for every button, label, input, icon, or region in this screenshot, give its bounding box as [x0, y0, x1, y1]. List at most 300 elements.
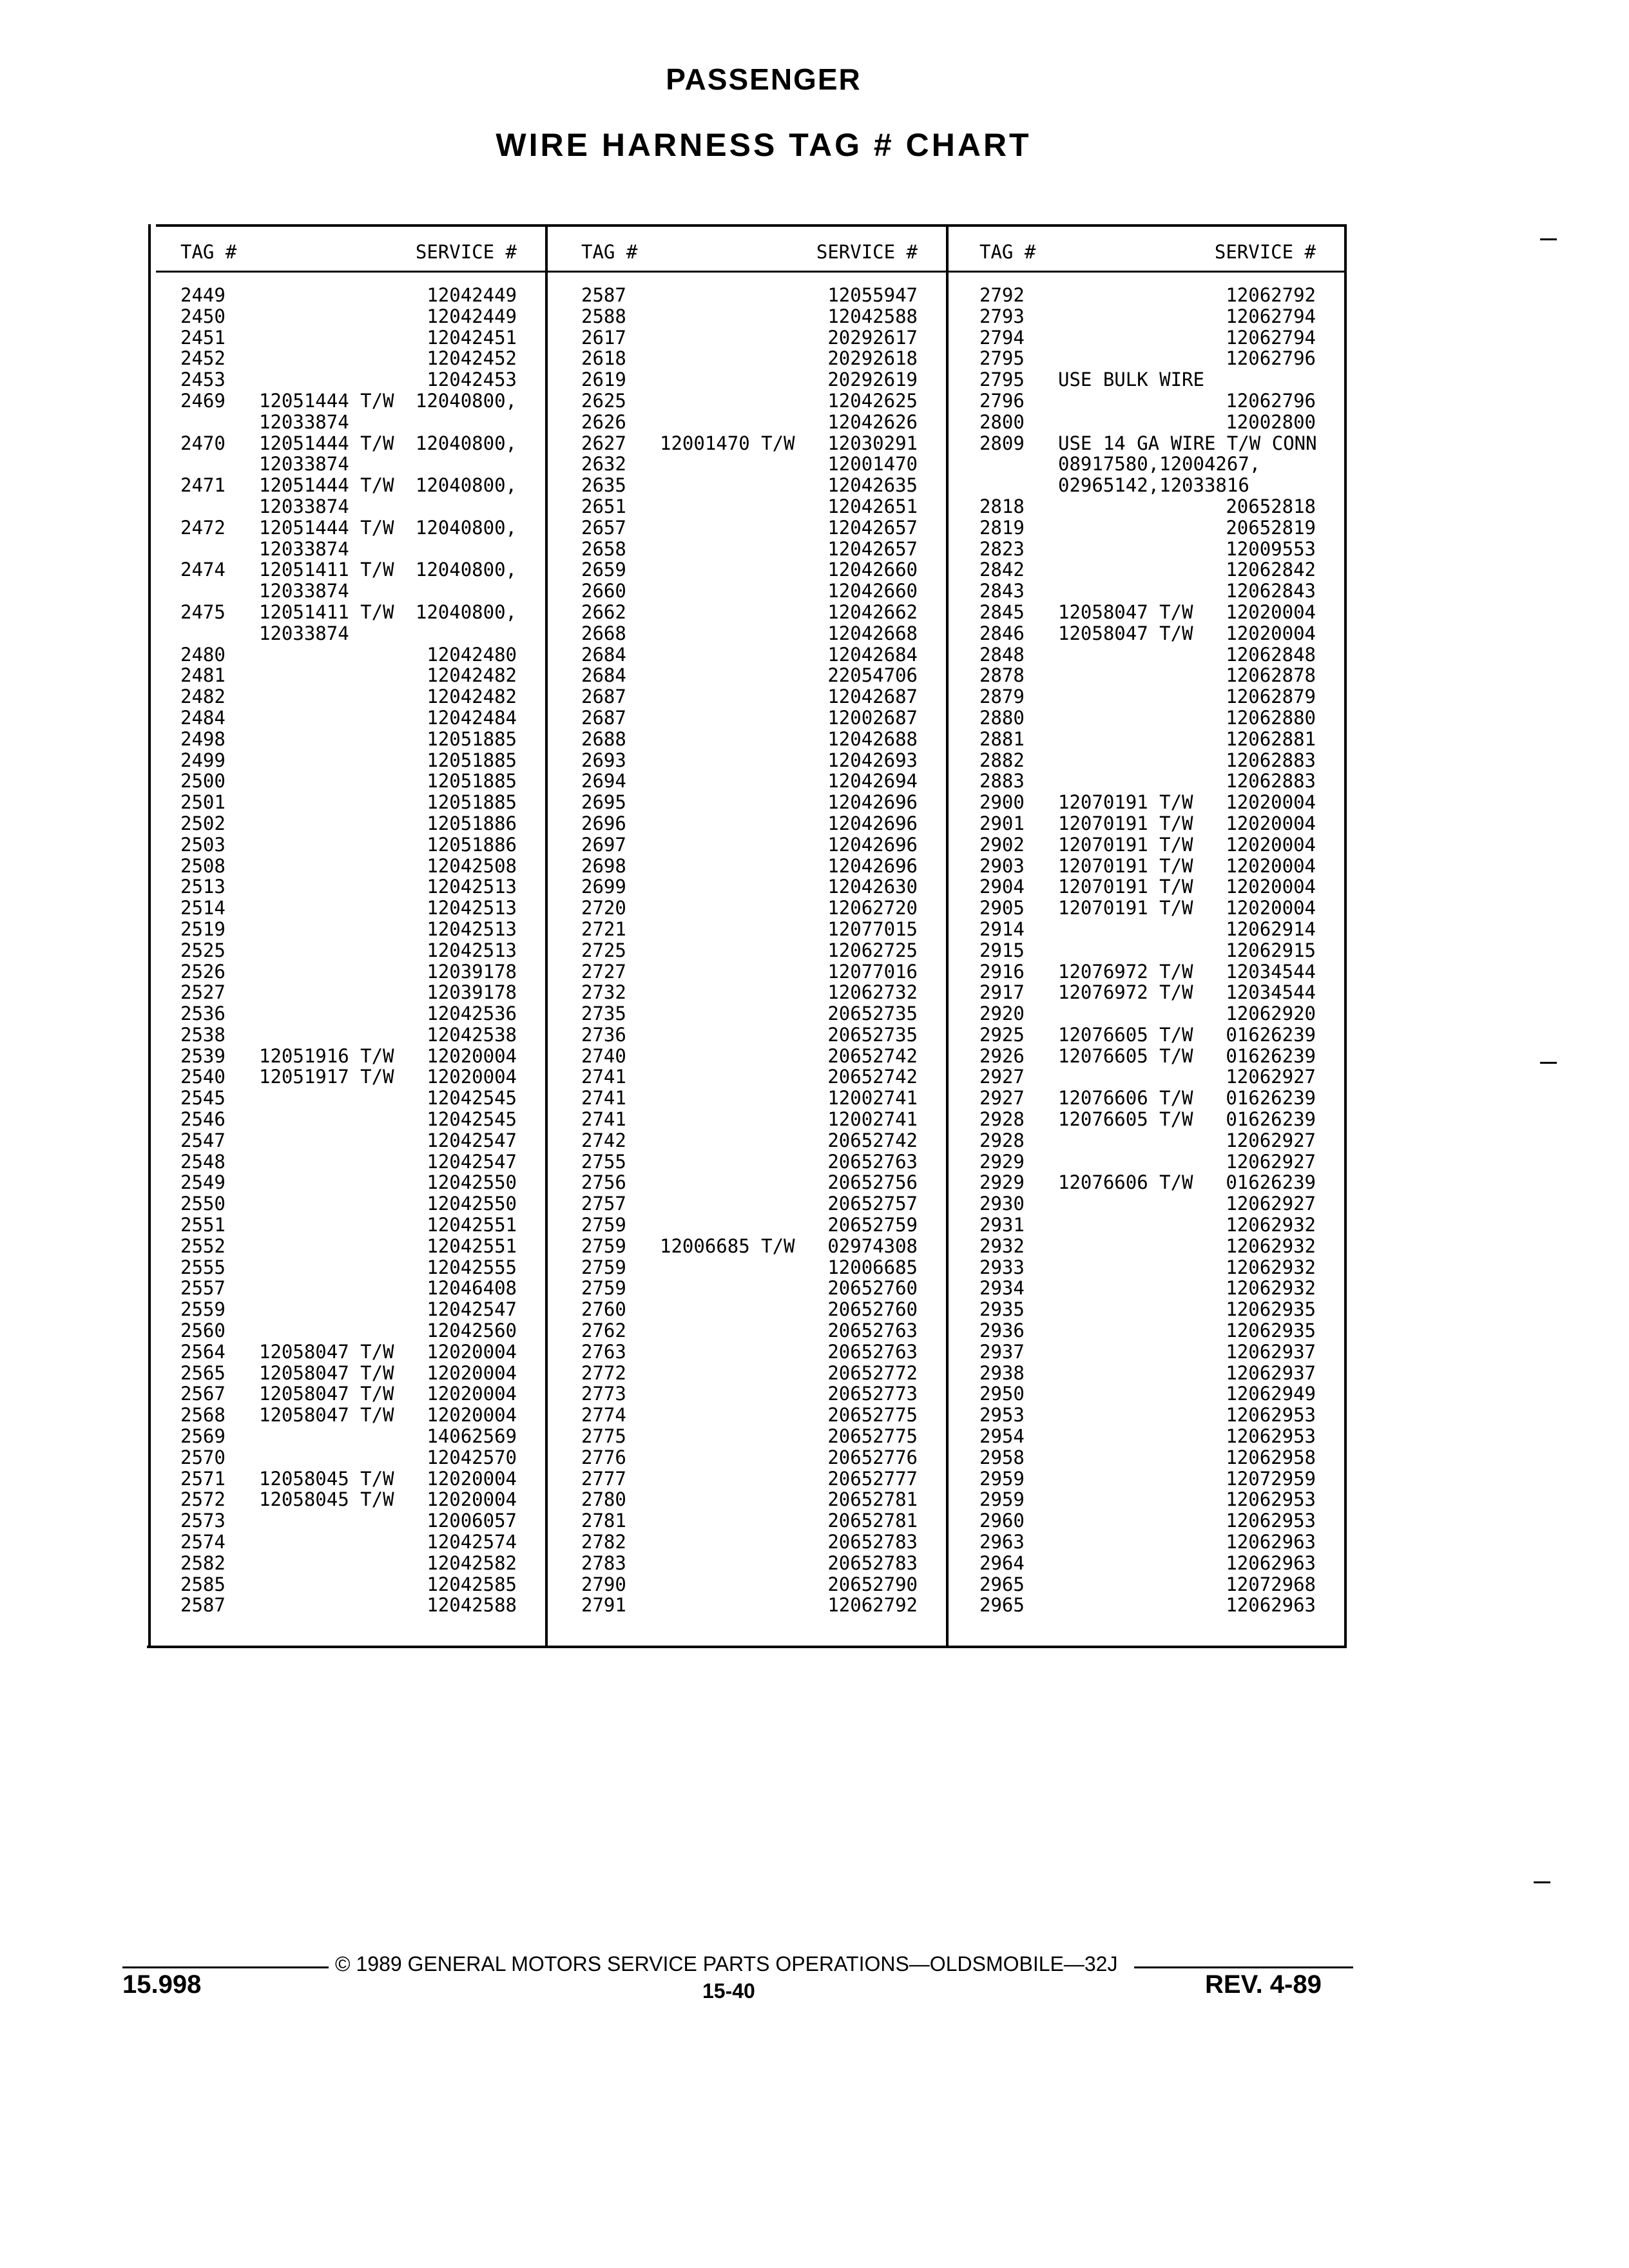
- tag-number: 2569: [180, 1425, 226, 1448]
- table-row: [955, 1130, 1342, 1151]
- table-row: [955, 1426, 1342, 1447]
- tag-number: 2954: [979, 1425, 1025, 1448]
- service-number: 12042513: [427, 939, 517, 961]
- service-number: 12042688: [827, 727, 918, 750]
- service-number: 12062953: [1226, 1425, 1316, 1448]
- table-divider-2: [946, 224, 949, 1648]
- table-row: [557, 1405, 943, 1426]
- tw-part-number: 12051917 T/W: [259, 1066, 394, 1088]
- service-number: 12042545: [427, 1108, 517, 1131]
- tag-number: 2567: [180, 1383, 226, 1405]
- service-number: 12062915: [1226, 939, 1316, 961]
- tag-number: 2809: [979, 432, 1025, 454]
- table-row: [557, 1383, 943, 1405]
- tag-number: 2790: [581, 1573, 626, 1595]
- table-row: [955, 369, 1342, 390]
- service-number: 12062935: [1226, 1298, 1316, 1321]
- service-number: 12034544: [1226, 960, 1316, 983]
- service-number: 20652735: [827, 1023, 918, 1046]
- service-number: 12034544: [1226, 981, 1316, 1004]
- tag-number: 2688: [581, 727, 626, 750]
- service-number: 12062953: [1226, 1488, 1316, 1511]
- tag-number: 2782: [581, 1531, 626, 1553]
- table-row: [955, 1468, 1342, 1490]
- tag-number: 2780: [581, 1488, 626, 1511]
- table-row: [156, 602, 543, 623]
- table-row: [955, 919, 1342, 940]
- tag-number: 2901: [979, 812, 1025, 834]
- table-row: [557, 1130, 943, 1151]
- service-header: SERVICE #: [415, 241, 517, 263]
- table-row: [955, 707, 1342, 729]
- service-number: 12020004: [1226, 833, 1316, 856]
- table-row: [955, 834, 1342, 856]
- table-row: [156, 1130, 543, 1151]
- service-number: 12062794: [1226, 305, 1316, 327]
- tag-number: 2527: [180, 981, 226, 1004]
- table-row: [557, 1172, 943, 1193]
- service-number: 12062878: [1226, 664, 1316, 687]
- tag-number: 2959: [979, 1488, 1025, 1511]
- tag-number: 2526: [180, 960, 226, 983]
- service-number: 12062732: [827, 981, 918, 1004]
- service-number: 12062883: [1226, 770, 1316, 793]
- tag-number: 2742: [581, 1129, 626, 1151]
- table-row: [156, 1299, 543, 1320]
- service-header: SERVICE #: [816, 241, 918, 263]
- service-number: 12042449: [427, 284, 517, 306]
- service-number: 12001470: [827, 453, 918, 476]
- table-row: [156, 1447, 543, 1468]
- table-row: [955, 390, 1342, 412]
- service-number: 12009553: [1226, 537, 1316, 560]
- service-number: 12042482: [427, 664, 517, 687]
- table-row: [557, 1109, 943, 1130]
- table-row: [955, 1088, 1342, 1109]
- tag-number: 2774: [581, 1404, 626, 1427]
- table-row: [955, 475, 1342, 496]
- tag-number: 2449: [180, 284, 226, 306]
- table-row: [557, 834, 943, 856]
- column-rows: [156, 285, 543, 1616]
- table-row: [955, 1595, 1342, 1616]
- service-number: 12040800,: [415, 432, 517, 454]
- table-row: [557, 644, 943, 666]
- table-row: [955, 876, 1342, 898]
- service-number: 01626239: [1226, 1108, 1316, 1131]
- tag-number: 2503: [180, 833, 226, 856]
- service-number: 12042662: [827, 601, 918, 623]
- tag-number: 2585: [180, 1573, 226, 1595]
- table-row: [955, 1532, 1342, 1553]
- table-row: [156, 771, 543, 792]
- table-row: [156, 1024, 543, 1046]
- service-number: 12062953: [1226, 1510, 1316, 1532]
- tag-number: 2914: [979, 918, 1025, 940]
- tag-number: 2881: [979, 727, 1025, 750]
- service-number: 12020004: [1226, 854, 1316, 877]
- tag-number: 2548: [180, 1150, 226, 1173]
- tag-number: 2902: [979, 833, 1025, 856]
- tag-number: 2560: [180, 1320, 226, 1342]
- tag-number: 2845: [979, 601, 1025, 623]
- tag-number: 2792: [979, 284, 1025, 306]
- service-number: 12062932: [1226, 1214, 1316, 1236]
- tw-part-number: 12076606 T/W: [1058, 1171, 1193, 1194]
- tag-number: 2568: [180, 1404, 226, 1427]
- tag-header: TAG #: [180, 241, 237, 263]
- service-number: 12042513: [427, 918, 517, 940]
- service-number: 20652776: [827, 1446, 918, 1468]
- tag-number: 2651: [581, 495, 626, 517]
- tw-part-number: 12076606 T/W: [1058, 1087, 1193, 1110]
- service-number: 20652773: [827, 1383, 918, 1405]
- table-row: [955, 496, 1342, 517]
- table-row: [955, 327, 1342, 349]
- tag-number: 2927: [979, 1087, 1025, 1110]
- tag-number: 2740: [581, 1044, 626, 1067]
- service-number: 12062932: [1226, 1235, 1316, 1257]
- tag-number: 2950: [979, 1383, 1025, 1405]
- service-number: 12020004: [427, 1044, 517, 1067]
- tag-number: 2632: [581, 453, 626, 476]
- table-row: [955, 581, 1342, 602]
- service-number: 12042482: [427, 686, 517, 708]
- tag-number: 2883: [979, 770, 1025, 793]
- service-number: 01626239: [1226, 1044, 1316, 1067]
- service-number: 12020004: [1226, 601, 1316, 623]
- table-row: [955, 1193, 1342, 1215]
- table-row: [156, 496, 543, 517]
- tag-number: 2564: [180, 1340, 226, 1363]
- table-row: [156, 1341, 543, 1363]
- tag-number: 2617: [581, 326, 626, 349]
- table-row: [156, 919, 543, 940]
- tag-number: 2760: [581, 1298, 626, 1321]
- tag-number: 2559: [180, 1298, 226, 1321]
- column-header: [955, 241, 1342, 267]
- tw-part-number: 12051444 T/W: [259, 474, 394, 497]
- service-number: 12030291: [827, 432, 918, 454]
- tag-number: 2687: [581, 686, 626, 708]
- service-number: 12002741: [827, 1087, 918, 1110]
- service-number: 12051886: [427, 833, 517, 856]
- tw-part-number: 12070191 T/W: [1058, 876, 1193, 898]
- row-note: USE 14 GA WIRE T/W CONN: [1058, 432, 1317, 454]
- service-number: 12042550: [427, 1171, 517, 1194]
- table-row: [156, 559, 543, 581]
- table-row: [156, 1088, 543, 1109]
- tag-number: 2540: [180, 1066, 226, 1088]
- table-row: [955, 982, 1342, 1003]
- tw-part-number: 12058047 T/W: [259, 1383, 394, 1405]
- table-row: [955, 1383, 1342, 1405]
- tag-number: 2472: [180, 516, 226, 539]
- tag-number: 2915: [979, 939, 1025, 961]
- table-row: [156, 834, 543, 856]
- service-number: 12042582: [427, 1552, 517, 1574]
- tw-part-number: 12058045 T/W: [259, 1488, 394, 1511]
- tag-number: 2783: [581, 1552, 626, 1574]
- table-right-rule: [1344, 224, 1347, 1648]
- service-number: 12006685: [827, 1256, 918, 1278]
- table-row: [156, 1109, 543, 1130]
- table-row: [955, 559, 1342, 581]
- service-number: 20652777: [827, 1467, 918, 1490]
- tw-part-number: 12006685 T/W: [660, 1235, 795, 1257]
- table-row: [156, 623, 543, 644]
- table-row: [955, 1574, 1342, 1595]
- tag-number: 2933: [979, 1256, 1025, 1278]
- tag-number: 2930: [979, 1193, 1025, 1215]
- tag-number: 2582: [180, 1552, 226, 1574]
- tw-part-number: 12076605 T/W: [1058, 1044, 1193, 1067]
- service-number: 12072968: [1226, 1573, 1316, 1595]
- column-rows: [557, 285, 943, 1616]
- table-row: [156, 454, 543, 475]
- tag-number: 2795: [979, 347, 1025, 370]
- tag-number: 2659: [581, 559, 626, 581]
- table-row: [955, 1151, 1342, 1173]
- table-row: [557, 496, 943, 517]
- table-row: [955, 1046, 1342, 1067]
- table-row: [156, 1046, 543, 1067]
- service-number: 12042668: [827, 622, 918, 644]
- tag-number: 2452: [180, 347, 226, 370]
- tag-number: 2720: [581, 897, 626, 919]
- tag-number: 2550: [180, 1193, 226, 1215]
- table-row: [557, 1363, 943, 1384]
- tw-part-number: 12070191 T/W: [1058, 854, 1193, 877]
- tag-number: 2660: [581, 580, 626, 602]
- tag-header: TAG #: [979, 241, 1036, 263]
- service-number: 12042480: [427, 643, 517, 666]
- service-number: 12042657: [827, 537, 918, 560]
- tag-number: 2551: [180, 1214, 226, 1236]
- tag-number: 2514: [180, 897, 226, 919]
- column-header: [557, 241, 943, 267]
- table-row: [557, 348, 943, 369]
- tag-number: 2587: [581, 284, 626, 306]
- table-row: [955, 1257, 1342, 1278]
- service-number: 20292619: [827, 369, 918, 391]
- tag-number: 2772: [581, 1361, 626, 1384]
- service-number: 12051885: [427, 770, 517, 793]
- table-row: [955, 898, 1342, 919]
- tag-number: 2759: [581, 1256, 626, 1278]
- table-row: [557, 1088, 943, 1109]
- table-row: [955, 1278, 1342, 1299]
- table-row: [557, 1489, 943, 1510]
- tag-number: 2500: [180, 770, 226, 793]
- service-number: 12062953: [1226, 1404, 1316, 1427]
- tag-number: 2818: [979, 495, 1025, 517]
- table-row: [557, 1151, 943, 1173]
- tag-number: 2539: [180, 1044, 226, 1067]
- tag-number: 2574: [180, 1531, 226, 1553]
- service-number: 12020004: [1226, 812, 1316, 834]
- tag-number: 2501: [180, 791, 226, 814]
- table-row: [955, 644, 1342, 666]
- tag-number: 2618: [581, 347, 626, 370]
- service-number: 12042574: [427, 1531, 517, 1553]
- tag-number: 2936: [979, 1320, 1025, 1342]
- service-number: 12062796: [1226, 347, 1316, 370]
- table-row: [557, 1553, 943, 1574]
- service-number: 20652818: [1226, 495, 1316, 517]
- service-number: 12062963: [1226, 1552, 1316, 1574]
- table-row: [557, 327, 943, 349]
- table-row: [955, 665, 1342, 686]
- tag-number: 2773: [581, 1383, 626, 1405]
- service-number: 20652763: [827, 1150, 918, 1173]
- service-number: 12020004: [1226, 791, 1316, 814]
- tag-number: 2965: [979, 1573, 1025, 1595]
- tag-number: 2469: [180, 389, 226, 412]
- tag-number: 2694: [581, 770, 626, 793]
- table-row: [557, 285, 943, 306]
- service-number: 12002800: [1226, 410, 1316, 433]
- row-note: 12033874: [259, 410, 349, 433]
- tag-number: 2757: [581, 1193, 626, 1215]
- tag-number: 2519: [180, 918, 226, 940]
- service-number: 12042547: [427, 1150, 517, 1173]
- tag-number: 2570: [180, 1446, 226, 1468]
- revision-label: REV. 4-89: [1205, 1970, 1322, 1999]
- service-number: 12042696: [827, 854, 918, 877]
- table-row: [156, 517, 543, 539]
- page-number: 15-40: [702, 1979, 755, 2003]
- table-row: [955, 412, 1342, 433]
- table-row: [156, 1510, 543, 1532]
- tag-number: 2920: [979, 1003, 1025, 1025]
- service-number: 12020004: [427, 1383, 517, 1405]
- service-number: 12042588: [427, 1594, 517, 1617]
- tag-number: 2878: [979, 664, 1025, 687]
- service-number: 20652775: [827, 1404, 918, 1427]
- tag-number: 2502: [180, 812, 226, 834]
- service-number: 20652763: [827, 1320, 918, 1342]
- table-row: [557, 665, 943, 686]
- service-number: 12042550: [427, 1193, 517, 1215]
- tag-number: 2552: [180, 1235, 226, 1257]
- service-number: 01626239: [1226, 1171, 1316, 1194]
- service-number: 12042687: [827, 686, 918, 708]
- service-number: 12042453: [427, 369, 517, 391]
- table-row: [955, 348, 1342, 369]
- table-row: [156, 1278, 543, 1299]
- table-row: [156, 1257, 543, 1278]
- table-row: [557, 961, 943, 983]
- table-row: [156, 665, 543, 686]
- table-row: [557, 1532, 943, 1553]
- table-row: [557, 813, 943, 834]
- table-row: [156, 940, 543, 961]
- tag-number: 2929: [979, 1171, 1025, 1194]
- footer-rule-left: [122, 1966, 329, 1968]
- tag-number: 2903: [979, 854, 1025, 877]
- tag-number: 2927: [979, 1066, 1025, 1088]
- tag-number: 2572: [180, 1488, 226, 1511]
- tag-number: 2635: [581, 474, 626, 497]
- tag-number: 2842: [979, 559, 1025, 581]
- tag-number: 2627: [581, 432, 626, 454]
- service-number: 12042513: [427, 876, 517, 898]
- service-number: 12062725: [827, 939, 918, 961]
- table-row: [955, 623, 1342, 644]
- service-number: 20652763: [827, 1340, 918, 1363]
- table-row: [557, 686, 943, 707]
- row-note: 12033874: [259, 537, 349, 560]
- tag-number: 2684: [581, 664, 626, 687]
- tw-part-number: 12051444 T/W: [259, 432, 394, 454]
- table-row: [557, 1510, 943, 1532]
- table-row: [557, 792, 943, 813]
- tag-number: 2657: [581, 516, 626, 539]
- service-number: 12046408: [427, 1277, 517, 1300]
- service-number: 12062927: [1226, 1193, 1316, 1215]
- service-number: 12062920: [1226, 1003, 1316, 1025]
- table-row: [557, 1193, 943, 1215]
- table-row: [557, 475, 943, 496]
- tag-number: 2938: [979, 1361, 1025, 1384]
- tag-number: 2794: [979, 326, 1025, 349]
- tag-number: 2573: [180, 1510, 226, 1532]
- tag-number: 2904: [979, 876, 1025, 898]
- tag-number: 2932: [979, 1235, 1025, 1257]
- service-number: 20652742: [827, 1129, 918, 1151]
- tag-number: 2755: [581, 1150, 626, 1173]
- table-row: [557, 898, 943, 919]
- service-number: 14062569: [427, 1425, 517, 1448]
- table-row: [156, 1468, 543, 1490]
- table-row: [156, 961, 543, 983]
- table-row: [557, 707, 943, 729]
- tag-number: 2879: [979, 686, 1025, 708]
- table-row: [557, 1447, 943, 1468]
- service-number: 20652742: [827, 1066, 918, 1088]
- service-number: 12042551: [427, 1214, 517, 1236]
- table-row: [156, 1405, 543, 1426]
- service-number: 12051886: [427, 812, 517, 834]
- tw-part-number: 12051916 T/W: [259, 1044, 394, 1067]
- table-row: [955, 1510, 1342, 1532]
- tag-number: 2848: [979, 643, 1025, 666]
- tag-number: 2953: [979, 1404, 1025, 1427]
- service-number: 12042651: [827, 495, 918, 517]
- tag-number: 2687: [581, 706, 626, 729]
- service-number: 12042696: [827, 791, 918, 814]
- tag-number: 2960: [979, 1510, 1025, 1532]
- service-number: 12051885: [427, 791, 517, 814]
- service-number: 12062848: [1226, 643, 1316, 666]
- table-row: [557, 1595, 943, 1616]
- tag-number: 2776: [581, 1446, 626, 1468]
- row-note: 12033874: [259, 495, 349, 517]
- service-header: SERVICE #: [1214, 241, 1316, 263]
- tag-number: 2796: [979, 389, 1025, 412]
- service-number: 20652759: [827, 1214, 918, 1236]
- service-number: 20652775: [827, 1425, 918, 1448]
- tag-number: 2662: [581, 601, 626, 623]
- tag-number: 2763: [581, 1340, 626, 1363]
- table-row: [557, 982, 943, 1003]
- service-number: 12042547: [427, 1129, 517, 1151]
- tag-number: 2536: [180, 1003, 226, 1025]
- service-number: 12020004: [427, 1066, 517, 1088]
- tw-part-number: 12058047 T/W: [1058, 622, 1193, 644]
- tw-part-number: 12058047 T/W: [259, 1340, 394, 1363]
